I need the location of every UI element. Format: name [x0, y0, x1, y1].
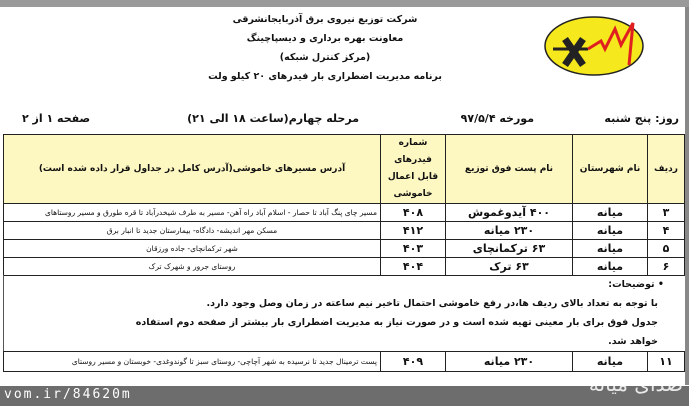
cell-city: میانه [573, 222, 648, 240]
cell-city: میانه [573, 352, 648, 372]
cell-row: ۴ [648, 222, 685, 240]
cell-feeder: ۴۰۹ [381, 352, 446, 372]
notes-section [3, 275, 682, 351]
cell-address: شهر ترکمانچای- جاده ورزقان [4, 240, 381, 258]
outage-table [3, 134, 685, 276]
footer-bar [0, 372, 689, 406]
day-label: روز: پنج شنبه [604, 112, 679, 125]
notes-line: خواهد شد. [608, 336, 658, 347]
document-header [150, 10, 500, 86]
notes-line: جدول فوق برای بار معینی تهیه شده است و در صورت نیاز به مدیریت اضطراری بار بیشتر از صفحه دوم استفاده [135, 317, 658, 328]
date-label: مورخه ۹۷/۵/۴ [460, 112, 534, 125]
cell-feeder: ۴۰۸ [381, 204, 446, 222]
notes-title: • توضیحات: [608, 279, 664, 290]
deputy-name: معاونت بهره برداری و دیسپاچینگ [246, 33, 404, 44]
page-label: صفحه ۱ از ۲ [22, 112, 91, 125]
cell-city: میانه [573, 240, 648, 258]
cell-row: ۳ [648, 204, 685, 222]
extra-table [3, 351, 685, 372]
cell-address: روستای جرور و شهرک ترک [4, 258, 381, 276]
col-post: نام پست فوق توزیع [446, 135, 573, 204]
col-city: نام شهرستان [573, 135, 648, 204]
cell-row: ۶ [648, 258, 685, 276]
short-url[interactable]: vom.ir/84620m [4, 387, 132, 402]
table-row [4, 240, 685, 258]
table-row [4, 204, 685, 222]
watermark: صدای میانه [588, 372, 683, 396]
center-name: (مرکز کنترل شبکه) [279, 52, 371, 63]
col-address: آدرس مسیرهای خاموشی(آدرس کامل در جداول قرار داده شده است) [4, 135, 381, 204]
table-row [4, 222, 685, 240]
program-title: برنامه مدیریت اضطراری بار فیدرهای ۲۰ کیلو ولت [208, 71, 442, 82]
cell-post: ۶۳ ترکمانچای [446, 240, 573, 258]
top-bar [0, 0, 689, 7]
col-row: ردیف [648, 135, 685, 204]
table-row [4, 352, 685, 372]
notes-line: با توجه به تعداد بالای ردیف ها،در رفع خاموشی احتمال تاخیر نیم ساعته در زمان وصل وجود دارد. [206, 298, 658, 309]
cell-address: مسکن مهر اندیشه- دادگاه- بیمارستان جدید تا انبار برق [4, 222, 381, 240]
col-feeder: شماره فیدرهای قابل اعمال خاموشی [381, 135, 446, 204]
cell-post: ۲۳۰ میانه [446, 222, 573, 240]
cell-address: مسیر چای پنگ آباد تا حصار - اسلام آباد راه آهن- مسیر به طرف شیخدرآباد تا قره طورق و مسیر روستاهای [4, 204, 381, 222]
cell-row: ۵ [648, 240, 685, 258]
cell-feeder: ۴۰۴ [381, 258, 446, 276]
table-header [4, 135, 685, 204]
cell-row: ۱۱ [648, 352, 685, 372]
company-logo [543, 15, 645, 77]
cell-feeder: ۴۱۲ [381, 222, 446, 240]
cell-address: پست ترمینال جدید تا نرسیده به شهر آچاچی- روستای سبز تا گوندوغدی- خوبستان و مسیر روستای [4, 352, 381, 372]
cell-feeder: ۴۰۳ [381, 240, 446, 258]
cell-post: ۶۳ ترک [446, 258, 573, 276]
table-row [4, 258, 685, 276]
company-name: شرکت توزیع نیروی برق آذربایجانشرقی [232, 14, 418, 25]
cell-post: ۲۳۰ میانه [446, 352, 573, 372]
cell-city: میانه [573, 204, 648, 222]
stage-label: مرحله چهارم(ساعت ۱۸ الی ۲۱) [187, 112, 359, 125]
cell-city: میانه [573, 258, 648, 276]
cell-post: ۴۰۰ آیدوغموش [446, 204, 573, 222]
